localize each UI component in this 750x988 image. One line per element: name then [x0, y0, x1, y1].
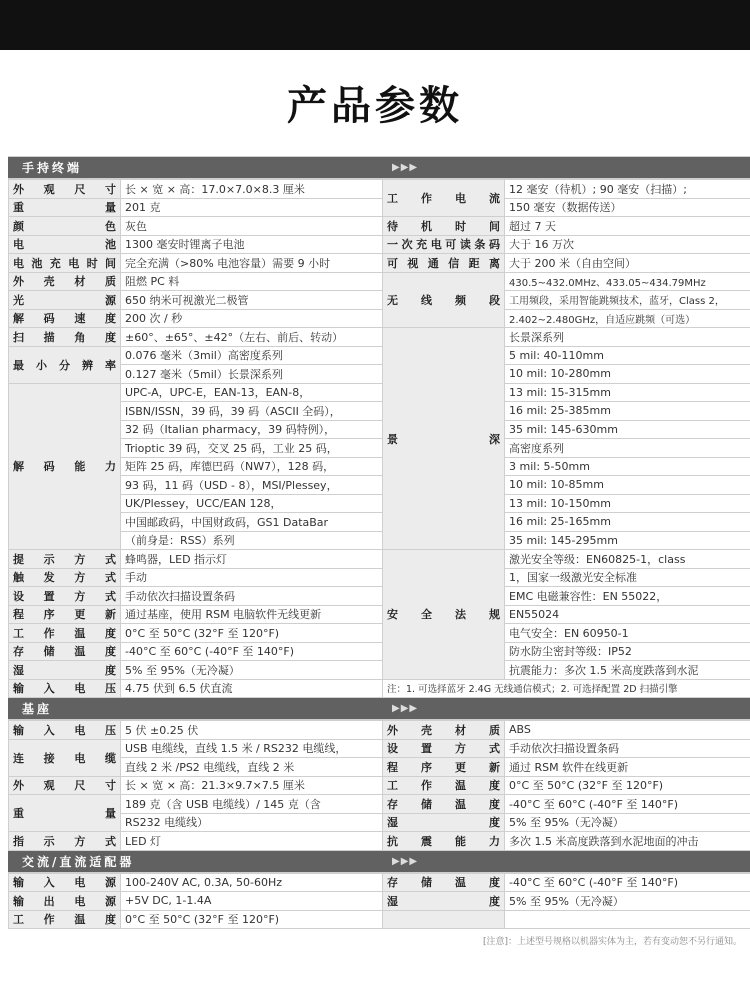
spec-label: 电池: [9, 235, 121, 254]
spec-label: 待机时间: [383, 217, 505, 236]
spec-label: 提示方式: [9, 550, 121, 569]
spec-label: 触发方式: [9, 568, 121, 587]
top-black-band: [0, 0, 750, 50]
section-title: 基座: [22, 702, 53, 716]
table-row: [9, 679, 750, 698]
spec-value: UPC-A，UPC-E，EAN-13，EAN-8，: [121, 383, 383, 402]
spec-value: 蜂鸣器，LED 指示灯: [121, 550, 383, 569]
spec-label: 设置方式: [383, 739, 505, 758]
handheld-spec-table: [8, 179, 750, 698]
spec-label: 外观尺寸: [9, 180, 121, 199]
table-row: [9, 198, 750, 217]
spec-value: 200 次 / 秒: [121, 309, 383, 328]
spec-value: 长景深系列: [505, 328, 750, 347]
table-row: [9, 587, 750, 606]
spec-value: 通过基座，使用 RSM 电脑软件无线更新: [121, 605, 383, 624]
spec-value: 防水防尘密封等级：IP52: [505, 642, 750, 661]
table-row: [9, 661, 750, 680]
section-title: 交流/直流适配器: [22, 854, 135, 869]
spec-value: 通过 RSM 软件在线更新: [505, 758, 750, 777]
spec-value: 10 mil: 10-280mm: [505, 365, 750, 384]
spec-label: 外壳材质: [9, 272, 121, 291]
spec-label: 工作电流: [383, 180, 505, 217]
spec-label: 存储温度: [9, 642, 121, 661]
table-row: [9, 402, 750, 421]
spec-value: -40°C 至 60°C (-40°F 至 140°F): [505, 795, 750, 814]
spec-value: 16 mil: 25-385mm: [505, 402, 750, 421]
spec-value: +5V DC, 1-1.4A: [121, 892, 383, 911]
arrow-icon: ▶▶▶: [392, 703, 419, 714]
spec-label: 存储温度: [383, 873, 505, 892]
spec-value: 13 mil: 10-150mm: [505, 494, 750, 513]
page-title: 产品参数: [287, 83, 463, 129]
spec-value: 10 mil: 10-85mm: [505, 476, 750, 495]
section-header-handheld: [8, 157, 750, 179]
spec-value: 4.75 伏到 6.5 伏直流: [121, 679, 383, 698]
table-row: [9, 873, 750, 892]
spec-value: 灰色: [121, 217, 383, 236]
empty-cell: [505, 910, 750, 929]
spec-value: 激光安全等级：EN60825-1，class: [505, 550, 750, 569]
spec-value: 13 mil: 15-315mm: [505, 383, 750, 402]
spec-value: 5 mil: 40-110mm: [505, 346, 750, 365]
spec-label: 外壳材质: [383, 721, 505, 740]
spec-value: （前身是：RSS）系列: [121, 531, 383, 550]
table-row: [9, 513, 750, 532]
spec-value: -40°C 至 60°C (-40°F 至 140°F): [505, 873, 750, 892]
base-spec-table: [8, 720, 750, 851]
table-row: [9, 439, 750, 458]
spec-value: 5% 至 95%（无冷凝）: [505, 892, 750, 911]
arrow-icon: ▶▶▶: [392, 162, 419, 173]
table-row: [9, 365, 750, 384]
spec-value: 手动: [121, 568, 383, 587]
spec-value: 电气安全：EN 60950-1: [505, 624, 750, 643]
section-title: 手持终端: [22, 161, 83, 175]
spec-value: 5 伏 ±0.25 伏: [121, 721, 383, 740]
spec-value: 35 mil: 145-630mm: [505, 420, 750, 439]
spec-value: 93 码，11 码（USD - 8），MSI/Plessey，: [121, 476, 383, 495]
spec-value: 650 纳米可视激光二极管: [121, 291, 383, 310]
spec-value: 阻燃 PC 料: [121, 272, 383, 291]
spec-value: Trioptic 39 码，交叉 25 码，工业 25 码，: [121, 439, 383, 458]
spec-value: 高密度系列: [505, 439, 750, 458]
spec-value: 32 码（Italian pharmacy，39 码特例），: [121, 420, 383, 439]
spec-label: 湿度: [383, 892, 505, 911]
table-row: [9, 605, 750, 624]
table-row: [9, 910, 750, 929]
spec-value: ISBN/ISSN，39 码，39 码（ASCII 全码），: [121, 402, 383, 421]
spec-label: 湿度: [9, 661, 121, 680]
spec-label: 重量: [9, 795, 121, 832]
table-row: [9, 346, 750, 365]
note-text: 注：1. 可选择蓝牙 2.4G 无线通信模式；2. 可选择配置 2D 扫描引擎: [383, 679, 750, 698]
table-row: [9, 309, 750, 328]
spec-label: 存储温度: [383, 795, 505, 814]
spec-label: 湿度: [383, 813, 505, 832]
spec-label: 抗震能力: [383, 832, 505, 851]
spec-label: 景深: [383, 328, 505, 550]
table-row: [9, 254, 750, 273]
table-row: [9, 624, 750, 643]
spec-label: 光源: [9, 291, 121, 310]
spec-value: 超过 7 天: [505, 217, 750, 236]
spec-label: 外观尺寸: [9, 776, 121, 795]
spec-label: 输入电压: [9, 721, 121, 740]
spec-value: 189 克（含 USB 电缆线）/ 145 克（含: [121, 795, 383, 814]
spec-label: 扫描角度: [9, 328, 121, 347]
table-row: [9, 328, 750, 347]
spec-value: 430.5~432.0MHz、433.05~434.79MHz: [505, 272, 750, 291]
spec-value: 1，国家一级激光安全标准: [505, 568, 750, 587]
table-row: [9, 531, 750, 550]
table-row: [9, 420, 750, 439]
spec-value: RS232 电缆线）: [121, 813, 383, 832]
spec-label: 电池充电时间: [9, 254, 121, 273]
spec-value: ABS: [505, 721, 750, 740]
table-row: [9, 550, 750, 569]
table-row: [9, 795, 750, 814]
spec-value: 手动依次扫描设置条码: [121, 587, 383, 606]
spec-label: 工作温度: [383, 776, 505, 795]
table-row: [9, 832, 750, 851]
table-row: [9, 892, 750, 911]
spec-value: 大于 200 米（自由空间）: [505, 254, 750, 273]
spec-value: 2.402~2.480GHz，自适应跳频（可选）: [505, 309, 750, 328]
spec-value: 12 毫安（待机）; 90 毫安（扫描）;: [505, 180, 750, 199]
spec-value: EMC 电磁兼容性：EN 55022，: [505, 587, 750, 606]
spec-value: 150 毫安（数据传送）: [505, 198, 750, 217]
spec-label: 解码速度: [9, 309, 121, 328]
table-row: [9, 642, 750, 661]
spec-value: 长 × 宽 × 高：17.0×7.0×8.3 厘米: [121, 180, 383, 199]
spec-value: 35 mil: 145-295mm: [505, 531, 750, 550]
spec-label: 无线频段: [383, 272, 505, 328]
table-row: [9, 776, 750, 795]
spec-label: 工作温度: [9, 624, 121, 643]
spec-label: 颜色: [9, 217, 121, 236]
table-row: [9, 568, 750, 587]
table-row: [9, 217, 750, 236]
spec-label: 可视通信距离: [383, 254, 505, 273]
spec-label: 工作温度: [9, 910, 121, 929]
spec-value: 0°C 至 50°C (32°F 至 120°F): [505, 776, 750, 795]
empty-cell: [383, 910, 505, 929]
table-row: [9, 180, 750, 199]
spec-value: 0°C 至 50°C (32°F 至 120°F): [121, 910, 383, 929]
section-header-base: [8, 698, 750, 720]
spec-label: 安全法规: [383, 550, 505, 680]
spec-label: 输出电源: [9, 892, 121, 911]
spec-label: 最小分辨率: [9, 346, 121, 383]
spec-value: 100-240V AC, 0.3A, 50-60Hz: [121, 873, 383, 892]
spec-value: 1300 毫安时锂离子电池: [121, 235, 383, 254]
spec-value: 3 mil: 5-50mm: [505, 457, 750, 476]
table-row: [9, 383, 750, 402]
spec-value: LED 灯: [121, 832, 383, 851]
spec-label: 指示方式: [9, 832, 121, 851]
spec-value: 工用频段，采用智能跳频技术，蓝牙，Class 2，: [505, 291, 750, 310]
table-row: [9, 721, 750, 740]
spec-value: UK/Plessey，UCC/EAN 128，: [121, 494, 383, 513]
spec-label: 设置方式: [9, 587, 121, 606]
table-row: [9, 813, 750, 832]
spec-value: 0.127 毫米（5mil）长景深系列: [121, 365, 383, 384]
table-row: [9, 494, 750, 513]
spec-value: 5% 至 95%（无冷凝）: [505, 813, 750, 832]
spec-label: 连接电缆: [9, 739, 121, 776]
spec-value: 完全充满（>80% 电池容量）需要 9 小时: [121, 254, 383, 273]
spec-value: EN55024: [505, 605, 750, 624]
spec-value: 抗震能力：多次 1.5 米高度跌落到水泥: [505, 661, 750, 680]
footnote: [注意]：上述型号规格以机器实体为主，若有变动恕不另行通知。: [482, 937, 742, 947]
spec-value: 直线 2 米 /PS2 电缆线，直线 2 米: [121, 758, 383, 777]
arrow-icon: ▶▶▶: [392, 855, 419, 867]
spec-value: 0.076 毫米（3mil）高密度系列: [121, 346, 383, 365]
table-row: [9, 739, 750, 758]
spec-label: 程序更新: [9, 605, 121, 624]
table-row: [9, 272, 750, 291]
spec-value: 201 克: [121, 198, 383, 217]
spec-label: 输入电压: [9, 679, 121, 698]
spec-label: 一次充电可读条码: [383, 235, 505, 254]
spec-value: 16 mil: 25-165mm: [505, 513, 750, 532]
spec-value: 矩阵 25 码，库德巴码（NW7），128 码，: [121, 457, 383, 476]
spec-value: ±60°、±65°、±42°（左右、前后、转动）: [121, 328, 383, 347]
spec-value: 长 × 宽 × 高：21.3×9.7×7.5 厘米: [121, 776, 383, 795]
table-row: [9, 476, 750, 495]
table-row: [9, 457, 750, 476]
spec-value: 大于 16 万次: [505, 235, 750, 254]
spec-value: USB 电缆线，直线 1.5 米 / RS232 电缆线，: [121, 739, 383, 758]
spec-sheet: [8, 156, 750, 929]
spec-value: 中国邮政码，中国财政码，GS1 DataBar: [121, 513, 383, 532]
spec-value: 0°C 至 50°C (32°F 至 120°F): [121, 624, 383, 643]
spec-value: -40°C 至 60°C (-40°F 至 140°F): [121, 642, 383, 661]
table-row: [9, 291, 750, 310]
adapter-spec-table: [8, 873, 750, 930]
spec-value: 多次 1.5 米高度跌落到水泥地面的冲击: [505, 832, 750, 851]
spec-label: 输入电源: [9, 873, 121, 892]
spec-label: 重量: [9, 198, 121, 217]
spec-label: 解码能力: [9, 383, 121, 550]
table-row: [9, 235, 750, 254]
spec-label: 程序更新: [383, 758, 505, 777]
section-header-adapter: [8, 851, 750, 873]
table-row: [9, 758, 750, 777]
spec-value: 手动依次扫描设置条码: [505, 739, 750, 758]
spec-value: 5% 至 95%（无冷凝）: [121, 661, 383, 680]
